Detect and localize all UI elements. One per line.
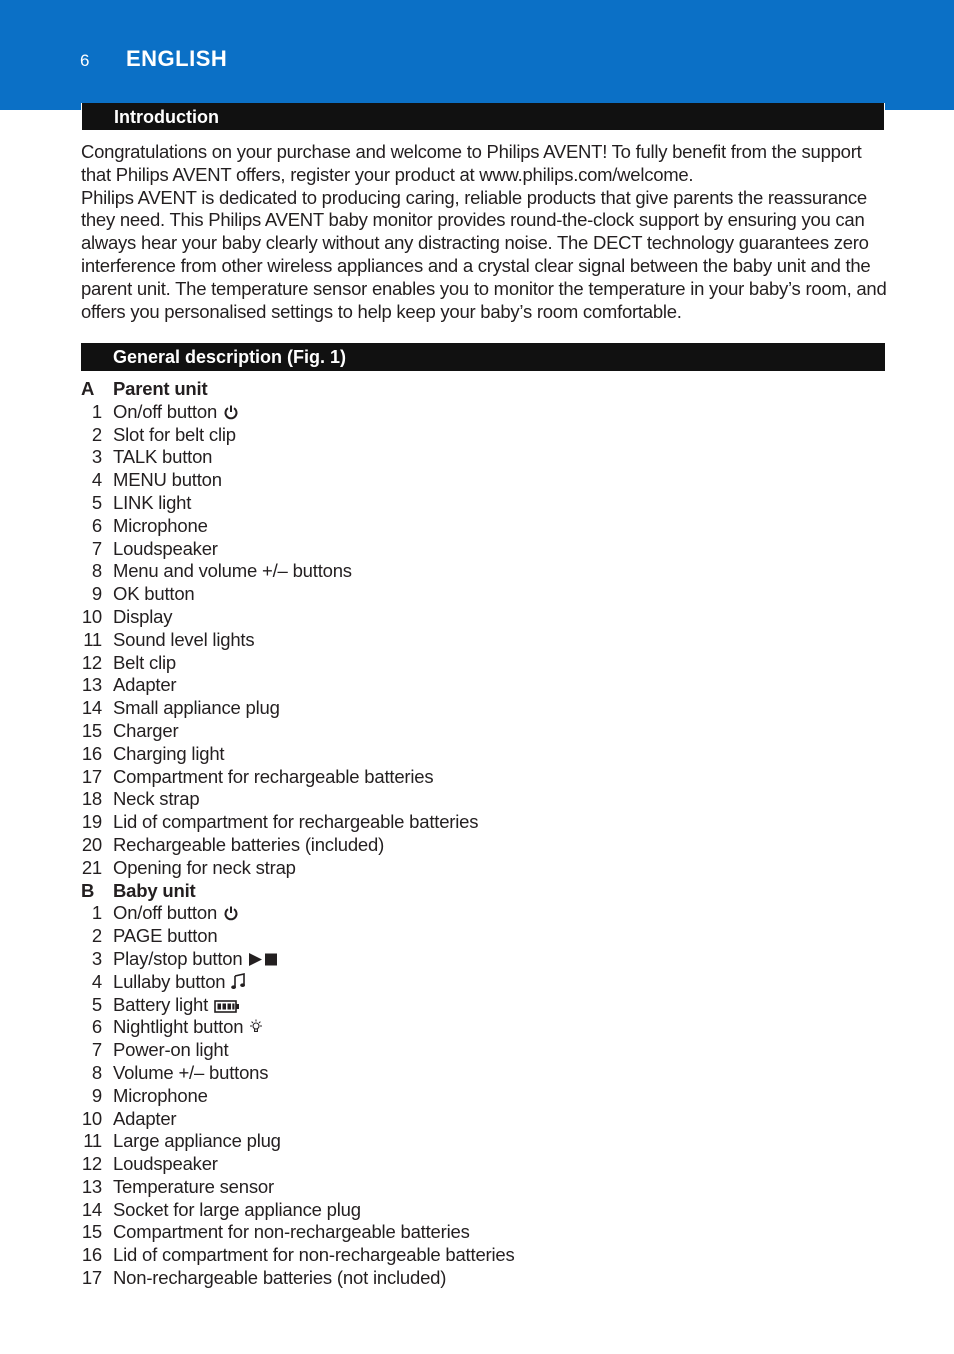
list-item — [0, 1267, 954, 1290]
item-number: 6 — [91, 514, 102, 536]
item-number: 9 — [91, 1084, 102, 1106]
item-label-wrap — [113, 925, 217, 948]
page-header — [0, 0, 954, 110]
baby-unit-heading — [0, 880, 954, 903]
list-item — [0, 652, 954, 675]
parent-unit-heading — [0, 378, 954, 401]
list-item — [0, 606, 954, 629]
item-label: Power-on light — [113, 1039, 229, 1061]
item-label-wrap — [113, 1016, 263, 1041]
item-label: Loudspeaker — [113, 1153, 218, 1175]
item-label: Display — [113, 605, 173, 627]
list-item — [0, 971, 954, 994]
item-label-wrap — [113, 446, 212, 469]
item-number: 21 — [81, 856, 102, 878]
item-number: 3 — [91, 947, 102, 969]
item-number: 7 — [91, 1039, 102, 1061]
item-label: Charger — [113, 719, 179, 741]
battery-icon — [214, 996, 240, 1019]
item-label: Large appliance plug — [113, 1130, 281, 1152]
power-icon — [223, 403, 239, 426]
list-item — [0, 674, 954, 697]
item-label: Belt clip — [113, 651, 176, 673]
intro-paragraph-1: Congratulations on your purchase and welcome to Philips AVENT! To fully benefit from the support that Philips AVENT offers, register your product at www.philips.com/welcome. — [81, 141, 862, 185]
list-item — [0, 1176, 954, 1199]
item-label-wrap — [113, 1176, 274, 1199]
item-label-wrap — [113, 515, 208, 538]
nightlight-icon — [249, 1018, 263, 1041]
item-number: 5 — [91, 491, 102, 513]
item-number: 19 — [81, 811, 102, 833]
item-label-wrap — [113, 652, 176, 675]
item-number: 1 — [91, 400, 102, 422]
item-number: 12 — [81, 651, 102, 673]
list-item — [0, 1039, 954, 1062]
item-label: Sound level lights — [113, 628, 255, 650]
item-number: 15 — [81, 719, 102, 741]
list-item — [0, 1016, 954, 1039]
list-item — [0, 629, 954, 652]
item-label-wrap — [113, 1062, 268, 1085]
item-label-wrap — [113, 1085, 208, 1108]
list-item — [0, 1153, 954, 1176]
item-label: Compartment for rechargeable batteries — [113, 765, 434, 787]
list-item — [0, 446, 954, 469]
item-label-wrap — [113, 948, 280, 973]
item-number: 2 — [91, 423, 102, 445]
item-label-wrap — [113, 1221, 470, 1244]
list-item — [0, 469, 954, 492]
item-label: On/off button — [113, 400, 218, 422]
item-number: 11 — [83, 628, 102, 650]
item-number: 15 — [81, 1221, 102, 1243]
intro-paragraph-2: Philips AVENT is dedicated to producing caring, reliable products that give parents the reassurance they need. This Philips AVENT baby monitor provides round-the-clock support by ensuring you can always hear your baby clearly without any distracting noise. The DECT technology guarantees zero interference from other wireless appliances and a crystal clear signal between the baby unit and the parent unit. The temperature sensor enables you to monitor the temperature in your baby’s room, and offers you personalised settings to help keep your baby’s room comfortable. — [81, 186, 887, 322]
list-item — [0, 902, 954, 925]
item-number: 4 — [91, 469, 102, 491]
item-label-wrap — [113, 1267, 446, 1290]
item-number: 20 — [81, 833, 102, 855]
list-item — [0, 1085, 954, 1108]
item-number: 12 — [81, 1153, 102, 1175]
item-number: 2 — [91, 925, 102, 947]
item-number: 14 — [81, 697, 102, 719]
item-number: 11 — [83, 1130, 102, 1152]
item-label-wrap — [113, 857, 296, 880]
page-number: 6 — [80, 51, 90, 70]
item-label-wrap — [113, 1244, 515, 1267]
item-number: 8 — [91, 1061, 102, 1083]
list-item — [0, 424, 954, 447]
section-heading-general-description: General description (Fig. 1) — [81, 343, 885, 371]
item-label-wrap — [113, 971, 245, 996]
item-label: Menu and volume +/– buttons — [113, 560, 352, 582]
list-item — [0, 1108, 954, 1131]
item-label: PAGE button — [113, 925, 218, 947]
item-label: LINK light — [113, 491, 192, 513]
item-label-wrap — [113, 469, 222, 492]
list-item — [0, 811, 954, 834]
group-title: Parent unit — [113, 378, 208, 399]
item-label: Temperature sensor — [113, 1175, 274, 1197]
list-item — [0, 538, 954, 561]
list-item — [0, 1130, 954, 1153]
item-label-wrap — [113, 766, 433, 789]
list-item — [0, 1244, 954, 1267]
item-label: Microphone — [113, 1084, 208, 1106]
item-label: MENU button — [113, 469, 222, 491]
item-label: Neck strap — [113, 788, 200, 810]
list-item — [0, 948, 954, 971]
list-item — [0, 720, 954, 743]
item-number: 13 — [81, 1175, 102, 1197]
list-item — [0, 1062, 954, 1085]
item-label: Lullaby button — [113, 970, 226, 992]
list-item — [0, 401, 954, 424]
list-item — [0, 515, 954, 538]
language-title: ENGLISH — [126, 46, 228, 71]
item-label-wrap — [113, 1039, 228, 1062]
item-number: 6 — [91, 1016, 102, 1038]
item-number: 18 — [81, 788, 102, 810]
list-item — [0, 743, 954, 766]
item-number: 16 — [81, 742, 102, 764]
item-label: Compartment for non-rechargeable batteries — [113, 1221, 470, 1243]
item-label-wrap — [113, 674, 176, 697]
item-label-wrap — [113, 1199, 361, 1222]
item-label-wrap — [113, 1153, 218, 1176]
section-heading-introduction: Introduction — [81, 103, 885, 131]
item-label: Lid of compartment for non-rechargeable batteries — [113, 1244, 515, 1266]
item-label-wrap — [113, 788, 199, 811]
list-item — [0, 1221, 954, 1244]
item-label-wrap — [113, 583, 195, 606]
item-label: Battery light — [113, 993, 209, 1015]
item-label-wrap — [113, 1130, 281, 1153]
list-item — [0, 583, 954, 606]
item-label-wrap — [113, 743, 224, 766]
item-label: TALK button — [113, 446, 213, 468]
item-number: 1 — [91, 902, 102, 924]
item-number: 9 — [91, 583, 102, 605]
item-label: Play/stop button — [113, 947, 243, 969]
group-title: Baby unit — [113, 879, 196, 901]
parts-list — [0, 378, 954, 1290]
item-number: 3 — [91, 446, 102, 468]
power-icon — [223, 904, 239, 927]
item-label: On/off button — [113, 902, 218, 924]
item-label: Nightlight button — [113, 1016, 244, 1038]
item-label-wrap — [113, 606, 172, 629]
item-label-wrap — [113, 697, 280, 720]
item-label-wrap — [113, 811, 478, 834]
item-label: Non-rechargeable batteries (not included) — [113, 1267, 447, 1289]
list-item — [0, 560, 954, 583]
item-label-wrap — [113, 401, 239, 426]
list-item — [0, 766, 954, 789]
list-item — [0, 994, 954, 1017]
intro-body — [81, 141, 887, 323]
item-label: Adapter — [113, 674, 177, 696]
item-label: Slot for belt clip — [113, 423, 236, 445]
item-number: 8 — [91, 560, 102, 582]
item-number: 17 — [81, 1267, 102, 1289]
item-label: Volume +/– buttons — [113, 1061, 269, 1083]
item-label-wrap — [113, 492, 191, 515]
music-note-icon — [231, 973, 245, 996]
item-label: Small appliance plug — [113, 697, 280, 719]
item-label: Adapter — [113, 1107, 177, 1129]
list-item — [0, 857, 954, 880]
item-number: 17 — [81, 765, 102, 787]
list-item — [0, 1199, 954, 1222]
item-label-wrap — [113, 834, 384, 857]
item-label: Microphone — [113, 514, 208, 536]
item-label: OK button — [113, 583, 195, 605]
item-label: Lid of compartment for rechargeable batteries — [113, 811, 479, 833]
list-item — [0, 925, 954, 948]
item-number: 14 — [81, 1198, 102, 1220]
item-label-wrap — [113, 560, 352, 583]
item-label-wrap — [113, 1108, 176, 1131]
play-stop-icon — [248, 950, 280, 973]
group-letter: A — [81, 378, 95, 399]
item-label: Charging light — [113, 742, 225, 764]
item-number: 5 — [91, 993, 102, 1015]
item-number: 13 — [81, 674, 102, 696]
item-label: Rechargeable batteries (included) — [113, 833, 385, 855]
item-number: 10 — [81, 1107, 102, 1129]
group-letter: B — [81, 879, 95, 901]
item-label-wrap — [113, 629, 254, 652]
item-label-wrap — [113, 424, 236, 447]
item-number: 7 — [91, 537, 102, 559]
list-item — [0, 492, 954, 515]
item-label-wrap — [113, 902, 239, 927]
item-label-wrap — [113, 720, 178, 743]
list-item — [0, 788, 954, 811]
item-number: 10 — [81, 605, 102, 627]
list-item — [0, 834, 954, 857]
item-label-wrap — [113, 538, 218, 561]
item-label: Loudspeaker — [113, 537, 218, 559]
item-label: Socket for large appliance plug — [113, 1198, 361, 1220]
item-number: 16 — [81, 1244, 102, 1266]
item-number: 4 — [91, 970, 102, 992]
item-label: Opening for neck strap — [113, 856, 296, 878]
item-label-wrap — [113, 994, 240, 1019]
list-item — [0, 697, 954, 720]
